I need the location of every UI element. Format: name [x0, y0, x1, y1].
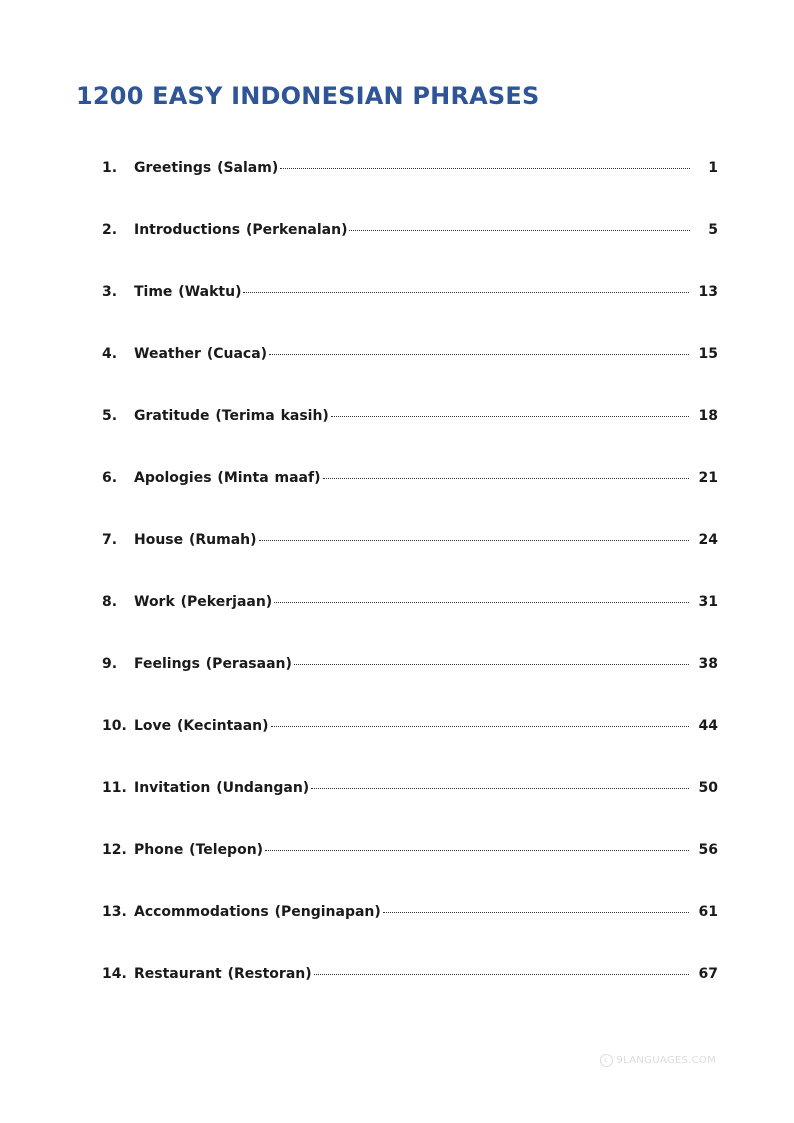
toc-entry-label: Love (Kecintaan) — [134, 718, 269, 734]
toc-entry[interactable] — [102, 346, 718, 408]
dot-leader — [331, 416, 689, 417]
dot-leader — [274, 602, 688, 603]
dot-leader — [271, 726, 689, 727]
toc-entry-page: 50 — [698, 780, 718, 796]
toc-entry-number: 8. — [102, 594, 118, 610]
toc-entry-page: 21 — [698, 470, 718, 486]
toc-entry[interactable] — [102, 408, 718, 470]
toc-entry-page: 1 — [708, 160, 718, 176]
toc-entry-label: House (Rumah) — [134, 532, 257, 548]
toc-entry-label: Gratitude (Terima kasih) — [134, 408, 329, 424]
toc-entry-page: 67 — [698, 966, 718, 982]
toc-entry-page: 13 — [698, 284, 718, 300]
toc-entry-number: 3. — [102, 284, 118, 300]
dot-leader — [280, 168, 690, 169]
toc-entry-label: Time (Waktu) — [134, 284, 242, 300]
toc-entry[interactable] — [102, 594, 718, 656]
dot-leader — [383, 912, 689, 913]
table-of-contents — [102, 160, 718, 1028]
toc-entry[interactable] — [102, 904, 718, 966]
toc-entry-label: Feelings (Perasaan) — [134, 656, 292, 672]
toc-entry-page: 24 — [698, 532, 718, 548]
toc-entry-label: Restaurant (Restoran) — [134, 966, 312, 982]
toc-entry-number: 2. — [102, 222, 118, 238]
toc-entry-number: 10. — [102, 718, 127, 734]
toc-entry-label: Weather (Cuaca) — [134, 346, 268, 362]
toc-entry-label: Greetings (Salam) — [134, 160, 279, 176]
dot-leader — [314, 974, 689, 975]
dot-leader — [269, 354, 688, 355]
toc-entry-number: 5. — [102, 408, 118, 424]
toc-entry-number: 13. — [102, 904, 127, 920]
watermark-text: 9LANGUAGES.COM — [616, 1055, 716, 1066]
toc-entry-page: 44 — [698, 718, 718, 734]
toc-entry-label: Work (Pekerjaan) — [134, 594, 273, 610]
toc-entry-number: 12. — [102, 842, 127, 858]
toc-entry-label: Invitation (Undangan) — [134, 780, 310, 796]
toc-entry-page: 31 — [698, 594, 718, 610]
toc-entry-number: 7. — [102, 532, 118, 548]
dot-leader — [311, 788, 688, 789]
toc-entry[interactable] — [102, 284, 718, 346]
toc-entry-page: 15 — [698, 346, 718, 362]
toc-entry-label: Introductions (Perkenalan) — [134, 222, 348, 238]
toc-entry[interactable] — [102, 470, 718, 532]
toc-entry[interactable] — [102, 532, 718, 594]
toc-entry-label: Apologies (Minta maaf) — [134, 470, 321, 486]
toc-entry-page: 18 — [698, 408, 718, 424]
toc-entry-page: 5 — [708, 222, 718, 238]
toc-entry-page: 61 — [698, 904, 718, 920]
toc-entry[interactable] — [102, 780, 718, 842]
toc-entry-page: 56 — [698, 842, 718, 858]
toc-entry-number: 1. — [102, 160, 118, 176]
toc-entry[interactable] — [102, 160, 718, 222]
toc-entry-number: 14. — [102, 966, 127, 982]
dot-leader — [323, 478, 689, 479]
toc-entry-label: Accommodations (Penginapan) — [134, 904, 381, 920]
toc-entry-page: 38 — [698, 656, 718, 672]
toc-entry[interactable] — [102, 656, 718, 718]
toc-entry[interactable] — [102, 966, 718, 1028]
page-title: 1200 EASY INDONESIAN PHRASES — [76, 82, 540, 110]
toc-entry-number: 11. — [102, 780, 127, 796]
toc-entry-number: 6. — [102, 470, 118, 486]
dot-leader — [294, 664, 689, 665]
watermark — [600, 1054, 717, 1067]
copyright-icon: c — [600, 1054, 613, 1067]
toc-entry[interactable] — [102, 718, 718, 780]
toc-entry[interactable] — [102, 842, 718, 904]
toc-entry-number: 4. — [102, 346, 118, 362]
toc-entry-number: 9. — [102, 656, 118, 672]
toc-entry-label: Phone (Telepon) — [134, 842, 264, 858]
dot-leader — [243, 292, 688, 293]
dot-leader — [259, 540, 689, 541]
toc-entry[interactable] — [102, 222, 718, 284]
dot-leader — [349, 230, 690, 231]
dot-leader — [265, 850, 688, 851]
